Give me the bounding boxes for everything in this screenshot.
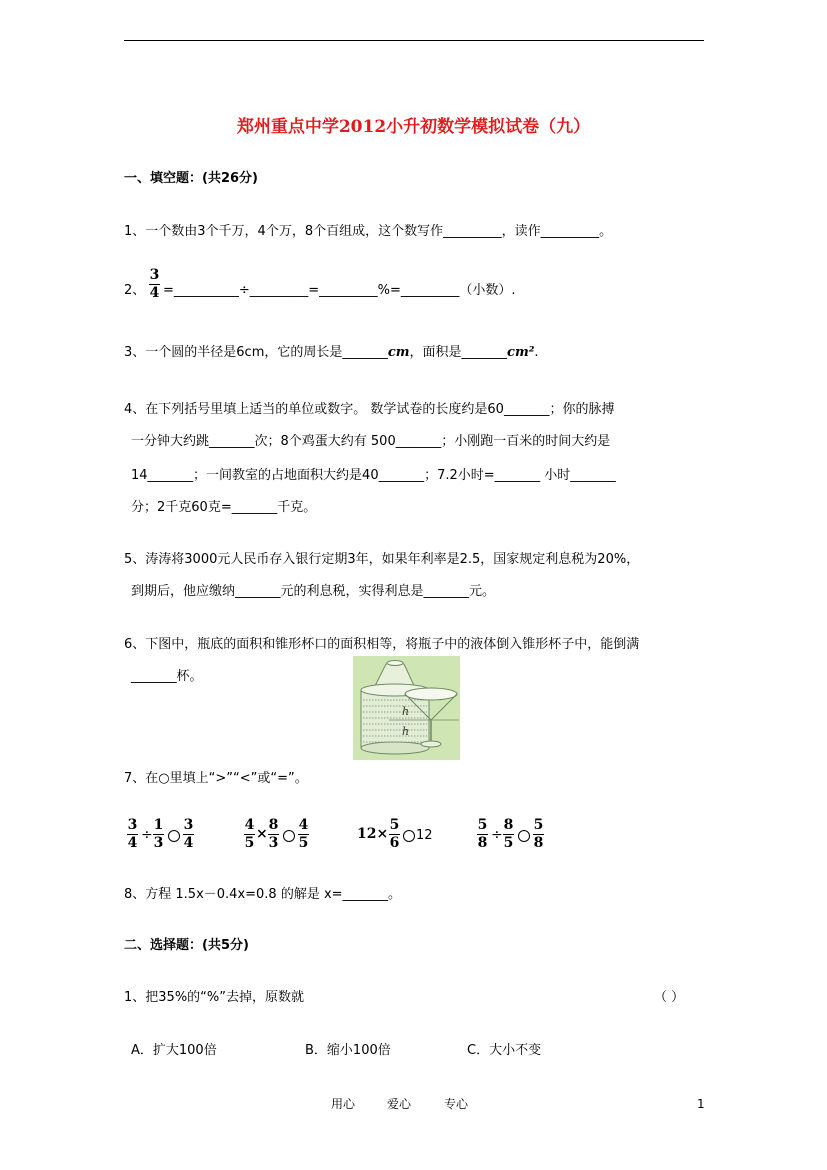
fraction-numerator: 4 [298, 817, 309, 833]
fraction-denominator: 4 [127, 835, 138, 851]
option-a: A．扩大100倍 [131, 1043, 217, 1058]
q7-expr2-frac-b [268, 818, 279, 851]
option-c: C．大小不变 [467, 1043, 542, 1058]
question-3-text-1: 3、一个圆的半径是6cm，它的周长是_______ [124, 345, 388, 360]
compare-circle-2[interactable] [283, 830, 295, 842]
compare-circle-4[interactable] [518, 830, 530, 842]
fraction-numerator: 3 [127, 817, 138, 833]
bottle-cone-figure [353, 656, 460, 760]
q7-expr3-tail: 12 [416, 828, 433, 843]
q7-expr1-frac-c [183, 818, 194, 851]
fraction-denominator: 8 [533, 835, 544, 851]
height-label-bottom: h [402, 725, 410, 738]
question-3-text-2: ，面积是_______ [409, 345, 508, 360]
question-6-line-1: 6、下图中，瓶底的面积和锥形杯口的面积相等，将瓶子中的液体倒入锥形杯子中，能倒满 [124, 637, 640, 652]
choice-question-1: 1、把35%的“%”去掉，原数就 [124, 990, 304, 1005]
q7-expr2-operator: × [256, 826, 268, 842]
question-1: 1、一个数由3个千万，4个万，8个百组成，这个数写作_________，读作_________。 [124, 224, 613, 239]
q7-expr2-frac-a [244, 818, 255, 851]
question-4-line-3: 14_______；一间教室的占地面积大约是40_______；7.2小时=_______ 小时_______ [131, 468, 616, 483]
question-4-line-2: 一分钟大约跳_______次；8个鸡蛋大约有 500_______；小刚跑一百米的时间大约是 [131, 434, 611, 449]
fraction-numerator: 5 [533, 817, 544, 833]
q7-expr4-frac-a [477, 818, 488, 851]
q7-expr1-operator: ÷ [141, 827, 153, 843]
question-3 [124, 345, 539, 361]
question-8: 8、方程 1.5x－0.4x=0.8 的解是 x=_______。 [124, 887, 402, 902]
fraction-denominator: 3 [153, 835, 164, 851]
q7-expr3-frac-b [389, 818, 400, 851]
q7-expr4-frac-c [533, 818, 544, 851]
fraction-numerator: 3 [183, 817, 194, 833]
fraction-denominator: 4 [149, 285, 160, 301]
compare-circle-1[interactable] [168, 830, 180, 842]
section-2-heading: 二、选择题：(共5分) [124, 938, 249, 953]
question-7: 7、在○里填上“>”“<”或“=”。 [124, 771, 308, 786]
answer-parentheses: （ ） [654, 990, 685, 1005]
fraction-numerator: 4 [244, 817, 255, 833]
q7-expr3-lead: 12× [357, 826, 389, 842]
fraction-numerator: 8 [503, 817, 514, 833]
question-5-line-2: 到期后，他应缴纳_______元的利息税，实得利息是_______元。 [131, 584, 496, 599]
q7-expr1-frac-b [153, 818, 164, 851]
fraction-numerator: 5 [389, 817, 400, 833]
q7-expr2-frac-c [298, 818, 309, 851]
footer-item-2: 爱心 [387, 1097, 412, 1111]
question-6-line-2: _______杯。 [131, 669, 203, 684]
header-rule [124, 40, 704, 41]
question-5-line-1: 5、涛涛将3000元人民币存入银行定期3年，如果年利率是2.5，国家规定利息税为20%， [124, 552, 640, 567]
question-2-prefix: 2、 [124, 283, 146, 298]
fraction-denominator: 5 [244, 835, 255, 851]
fraction-numerator: 5 [477, 817, 488, 833]
q7-expr4-frac-b [503, 818, 514, 851]
footer-item-3: 专心 [444, 1097, 469, 1111]
q7-expr4-operator: ÷ [491, 827, 503, 843]
page-number: 1 [697, 1097, 705, 1111]
fraction-denominator: 5 [503, 835, 514, 851]
exam-title: 郑州重点中学2012小升初数学模拟试卷（九） [236, 117, 591, 137]
fraction-denominator: 8 [477, 835, 488, 851]
fraction-denominator: 6 [389, 835, 400, 851]
compare-circle-3[interactable] [403, 830, 415, 842]
fraction-denominator: 4 [183, 835, 194, 851]
height-label-top: h [402, 705, 410, 718]
unit-cm2: cm² [507, 345, 535, 360]
fraction-numerator: 8 [268, 817, 279, 833]
fraction-numerator: 3 [149, 267, 160, 283]
question-4-line-4: 分；2千克60克=_______千克。 [131, 500, 317, 515]
question-4-line-1: 4、在下列括号里填上适当的单位或数字。 数学试卷的长度约是60_______；你的脉搏 [124, 402, 615, 417]
question-2-blanks: =__________÷_________=_________%=_________（小数）. [163, 283, 516, 298]
section-1-heading: 一、填空题：(共26分) [124, 171, 258, 186]
fraction-denominator: 5 [298, 835, 309, 851]
fraction-denominator: 3 [268, 835, 279, 851]
footer-item-1: 用心 [331, 1097, 356, 1111]
unit-cm: cm [387, 345, 410, 360]
option-b: B．缩小100倍 [305, 1043, 391, 1058]
q7-expr1-frac-a [127, 818, 138, 851]
question-2-fraction [149, 268, 160, 301]
question-3-end: . [534, 345, 539, 360]
fraction-numerator: 1 [153, 817, 164, 833]
